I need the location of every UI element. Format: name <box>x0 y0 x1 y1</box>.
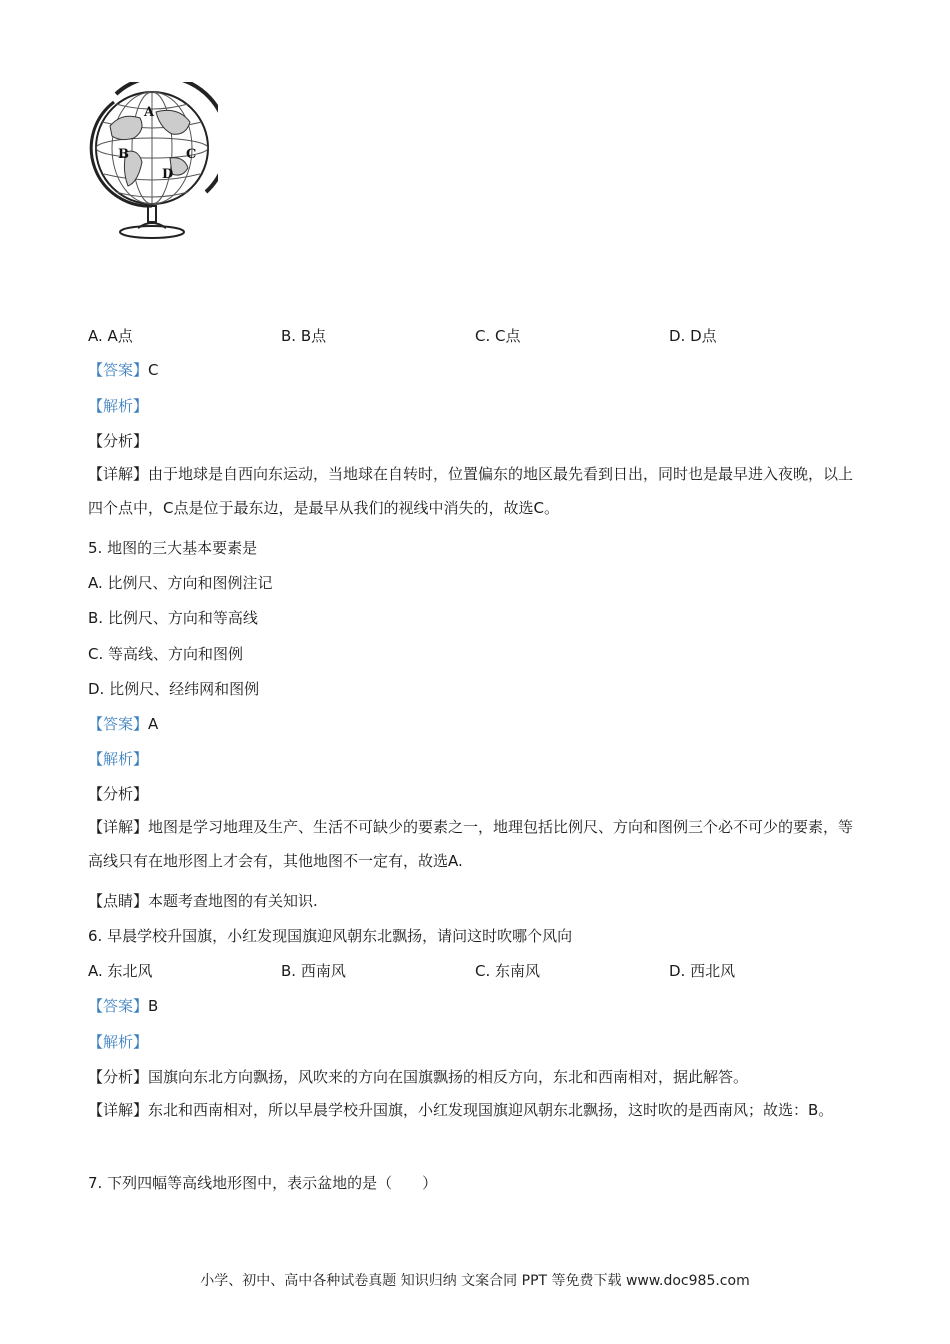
q5-detail <box>88 810 863 878</box>
detail-text: 地图是学习地理及生产、生活不可缺少的要素之一，地理包括比例尺、方向和图例三个必不可少的要素，等高线只有在地形图上才会有，其他地图不一定有，故选A. <box>88 818 854 870</box>
q6-option-a: A. 东北风 <box>88 962 153 980</box>
q4-analysis-tag: 【解析】 <box>88 397 149 415</box>
fenxi-text: 国旗向东北方向飘扬，风吹来的方向在国旗飘扬的相反方向，东北和西南相对，据此解答。 <box>148 1068 749 1086</box>
q4-detail <box>88 457 863 525</box>
q5-fenxi: 【分析】 <box>88 785 149 803</box>
q7-question: 7. 下列四幅等高线地形图中，表示盆地的是（ ） <box>88 1174 438 1192</box>
answer-tag: 【答案】 <box>88 715 149 733</box>
detail-tag: 【详解】 <box>88 1101 149 1119</box>
q6-analysis-tag: 【解析】 <box>88 1033 149 1051</box>
q6-option-b: B. 西南风 <box>281 962 346 980</box>
globe-label-b: B <box>118 147 129 162</box>
q5-answer <box>88 714 158 734</box>
q4-option-a: A. A点 <box>88 327 133 345</box>
q5-analysis-tag: 【解析】 <box>88 750 149 768</box>
detail-tag: 【详解】 <box>88 818 149 836</box>
detail-text: 东北和西南相对，所以早晨学校升国旗，小红发现国旗迎风朝东北飘扬，这时吹的是西南风；故选：B。 <box>148 1101 834 1119</box>
q5-option-c: C. 等高线、方向和图例 <box>88 645 244 663</box>
q5-option-b: B. 比例尺、方向和等高线 <box>88 609 258 627</box>
fenxi-tag: 【分析】 <box>88 1068 149 1086</box>
q5-dianjing: 【点睛】本题考查地图的有关知识. <box>88 892 318 910</box>
q4-option-c: C. C点 <box>475 327 521 345</box>
globe-label-c: C <box>186 147 197 162</box>
globe-label-d: D <box>162 167 174 182</box>
q4-option-d: D. D点 <box>669 327 717 345</box>
page-footer: 小学、初中、高中各种试卷真题 知识归纳 文案合同 PPT 等免费下载 www.doc985.com <box>200 1273 750 1289</box>
q6-option-c: C. 东南风 <box>475 962 541 980</box>
q5-option-a: A. 比例尺、方向和图例注记 <box>88 574 273 592</box>
detail-tag: 【详解】 <box>88 465 149 483</box>
q4-fenxi: 【分析】 <box>88 432 149 450</box>
q6-detail <box>88 1093 863 1127</box>
answer-tag: 【答案】 <box>88 361 149 379</box>
q4-option-b: B. B点 <box>281 327 327 345</box>
q6-fenxi <box>88 1067 748 1087</box>
detail-text: 由于地球是自西向东运动，当地球在自转时，位置偏东的地区最先看到日出，同时也是最早进入夜晚，以上四个点中，C点是位于最东边，是最早从我们的视线中消失的，故选C。 <box>88 465 854 517</box>
q6-option-d: D. 西北风 <box>669 962 736 980</box>
q6-question: 6. 早晨学校升国旗，小红发现国旗迎风朝东北飘扬，请问这时吹哪个风向 <box>88 927 573 945</box>
answer-value: A <box>148 715 159 733</box>
globe-illustration <box>86 82 218 242</box>
globe-label-a: A <box>144 105 155 120</box>
q6-answer <box>88 996 158 1016</box>
q4-answer <box>88 360 159 380</box>
q5-question: 5. 地图的三大基本要素是 <box>88 539 258 557</box>
answer-value: C <box>148 361 159 379</box>
answer-tag: 【答案】 <box>88 997 149 1015</box>
answer-value: B <box>148 997 159 1015</box>
q5-option-d: D. 比例尺、经纬网和图例 <box>88 680 260 698</box>
